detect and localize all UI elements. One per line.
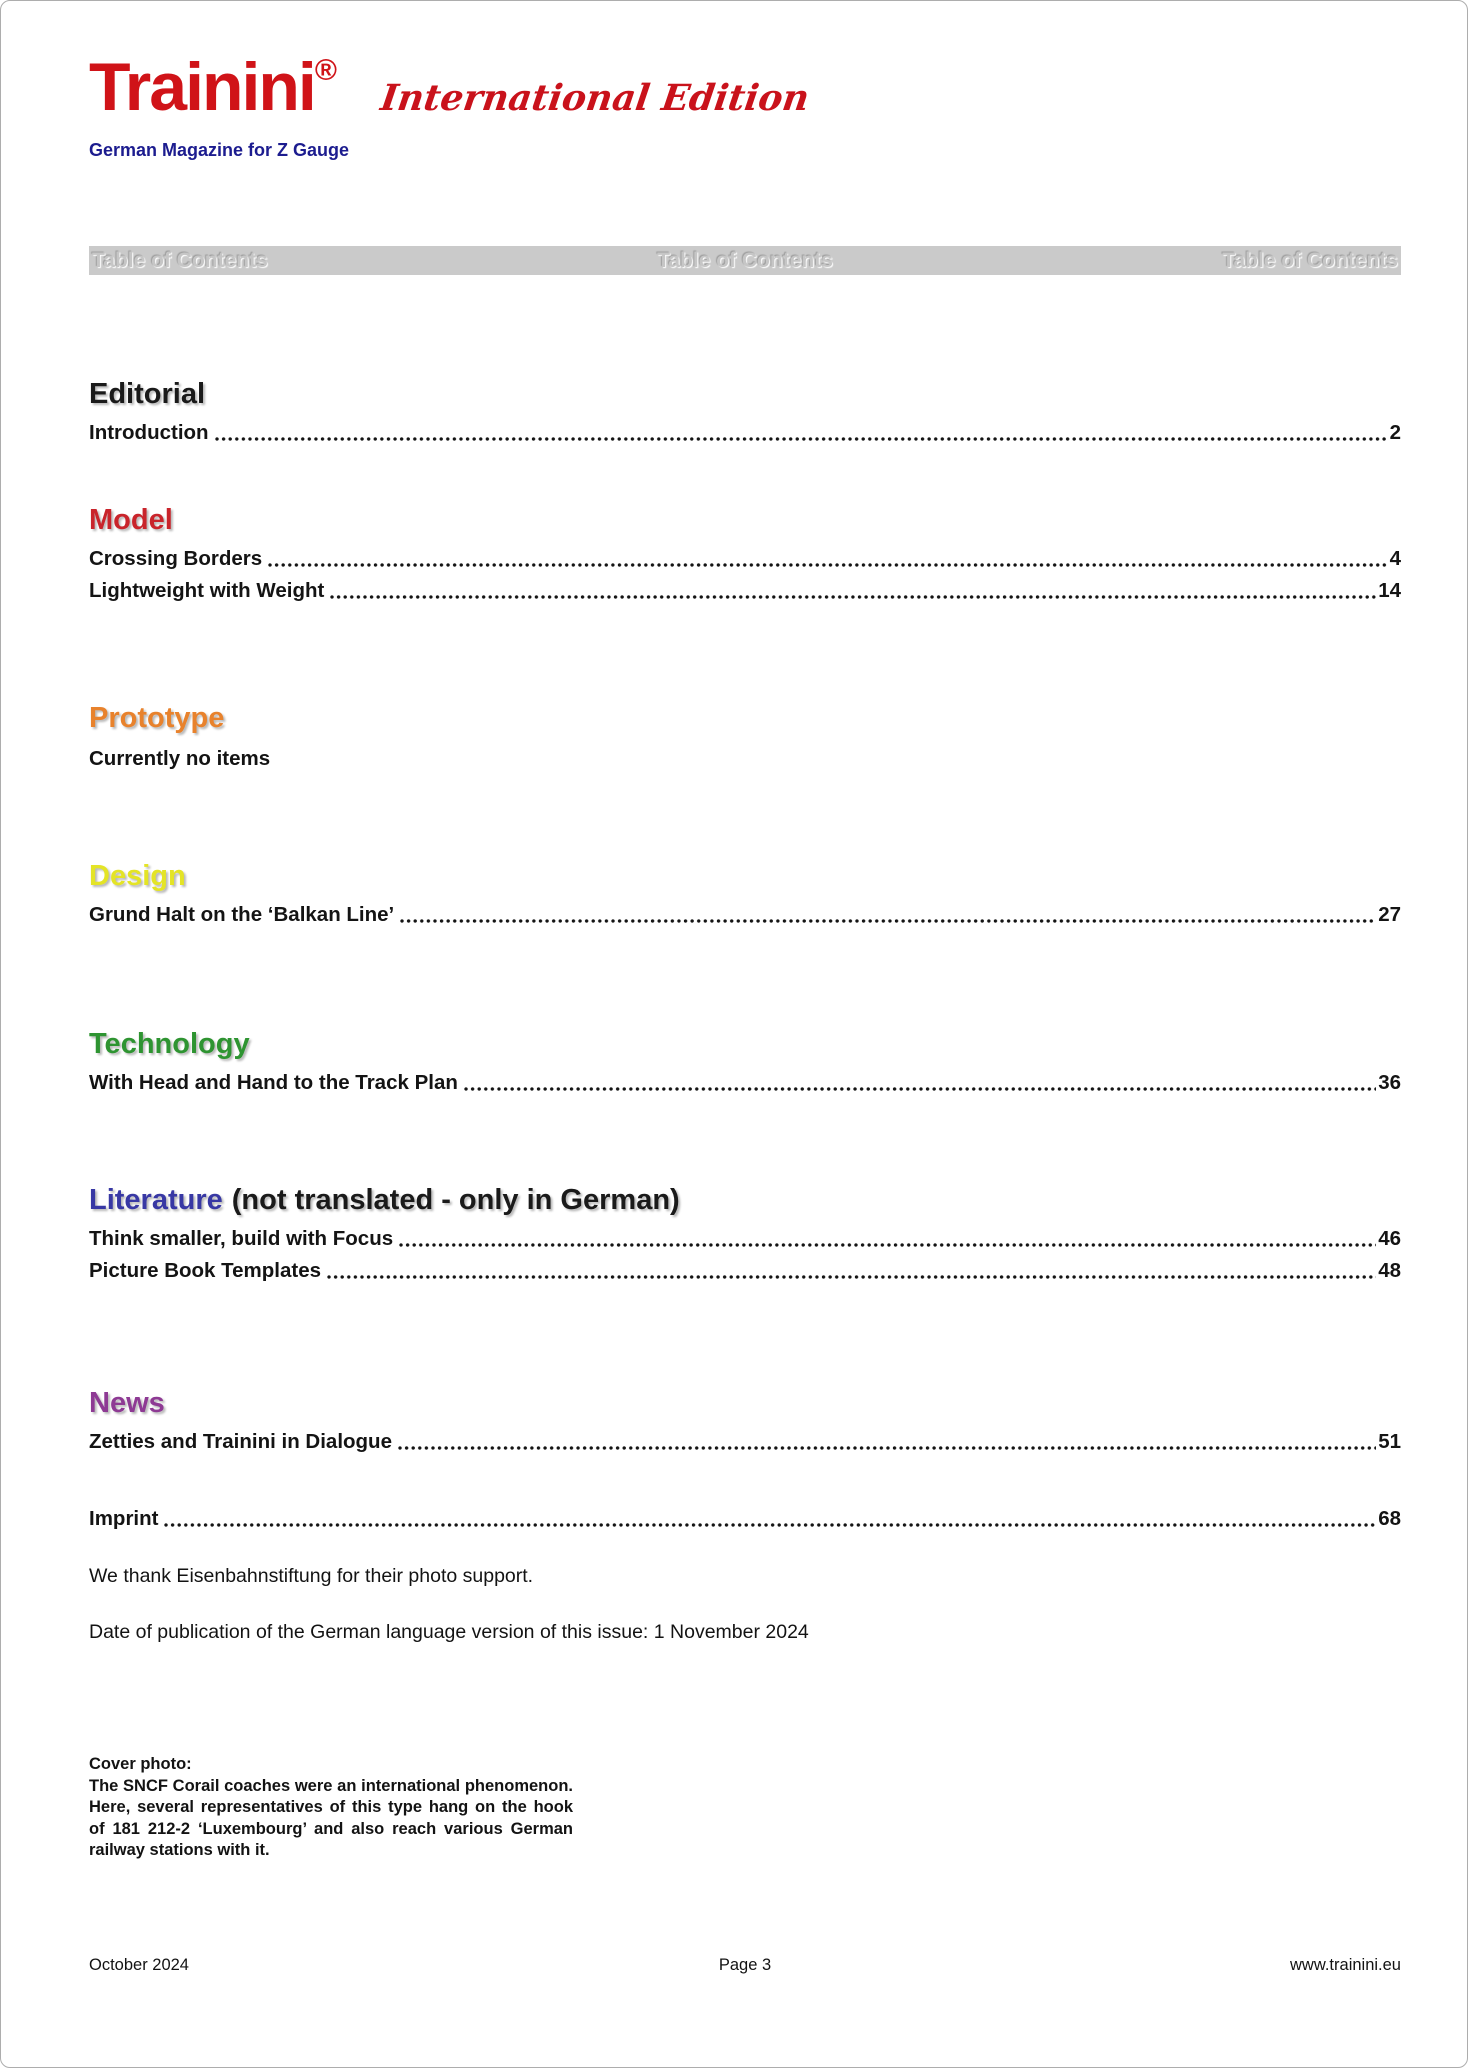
toc-entry[interactable] bbox=[89, 575, 1401, 607]
toc-entry-page: 68 bbox=[1378, 1507, 1401, 1530]
edition-script-text: International Edition bbox=[377, 77, 812, 119]
toc-entry-page: 48 bbox=[1378, 1259, 1401, 1282]
toc-entry[interactable] bbox=[89, 899, 1401, 931]
toc-entry-label: Think smaller, build with Focus bbox=[89, 1227, 394, 1250]
toc-entry-page: 36 bbox=[1378, 1071, 1401, 1094]
banner-label-left: Table of Contents bbox=[92, 248, 268, 272]
toc-entry-label: With Head and Hand to the Track Plan bbox=[89, 1071, 458, 1094]
logo bbox=[89, 49, 337, 125]
toc-entry[interactable] bbox=[89, 417, 1401, 449]
banner-label-right: Table of Contents bbox=[1222, 248, 1398, 272]
section-title: Design bbox=[89, 860, 186, 892]
toc-entry-page: 14 bbox=[1378, 579, 1401, 602]
dot-leader bbox=[398, 1446, 1376, 1450]
section-title: Model bbox=[89, 504, 173, 536]
publication-date-note: Date of publication of the German language version of this issue: 1 November 2024 bbox=[89, 1621, 809, 1643]
toc-entry[interactable] bbox=[89, 1255, 1401, 1287]
section-empty-note: Currently no items bbox=[89, 747, 271, 770]
toc-entry-label: Crossing Borders bbox=[89, 547, 263, 570]
dot-leader bbox=[400, 919, 1376, 923]
cover-photo-caption bbox=[89, 1754, 573, 1862]
imprint bbox=[89, 1503, 1401, 1535]
section-title: Technology bbox=[89, 1028, 250, 1060]
table-of-contents-banner bbox=[89, 246, 1401, 275]
section-prototype bbox=[89, 701, 1401, 775]
cover-photo-heading: Cover photo: bbox=[89, 1755, 192, 1773]
banner-label-center: Table of Contents bbox=[657, 248, 833, 272]
toc-entry-label: Picture Book Templates bbox=[89, 1259, 322, 1282]
toc-entry[interactable] bbox=[89, 1503, 1401, 1535]
section-title: News bbox=[89, 1387, 165, 1419]
dot-leader bbox=[464, 1087, 1376, 1091]
dot-leader bbox=[399, 1243, 1376, 1247]
cover-photo-text: The SNCF Corail coaches were an international phenomenon. Here, several representatives of this type hang on the hook of 181 212-2 ‘Luxembourg’ and also reach various German railway stations with it. bbox=[89, 1776, 573, 1859]
section-technology bbox=[89, 1027, 1401, 1099]
section-design bbox=[89, 859, 1401, 931]
section-title: Editorial bbox=[89, 378, 206, 410]
registered-trademark-icon: ® bbox=[314, 54, 337, 87]
footer-issue-date: October 2024 bbox=[89, 1956, 189, 1974]
toc-entry[interactable] bbox=[89, 1223, 1401, 1255]
section-model bbox=[89, 503, 1401, 607]
toc-entry-page: 27 bbox=[1378, 903, 1401, 926]
toc-entry-label: Introduction bbox=[89, 421, 209, 444]
toc-entry-label: Grund Halt on the ‘Balkan Line’ bbox=[89, 903, 395, 926]
section-title-row bbox=[89, 1183, 1401, 1217]
dot-leader bbox=[215, 437, 1388, 441]
section-editorial bbox=[89, 377, 1401, 449]
section-title: Prototype bbox=[89, 702, 225, 734]
toc-entry-page: 4 bbox=[1389, 547, 1401, 570]
dot-leader bbox=[268, 563, 1387, 567]
toc-entry[interactable] bbox=[89, 543, 1401, 575]
section-title: Literature bbox=[89, 1184, 223, 1216]
section-literature bbox=[89, 1183, 1401, 1287]
logo-wordmark: Trainini bbox=[89, 49, 315, 125]
toc-entry-label: Imprint bbox=[89, 1507, 159, 1530]
masthead bbox=[89, 49, 1401, 125]
footer-page-number: Page 3 bbox=[718, 1956, 772, 1974]
toc-entry-label: Zetties and Trainini in Dialogue bbox=[89, 1430, 392, 1453]
toc-entry[interactable] bbox=[89, 1067, 1401, 1099]
photo-support-note: We thank Eisenbahnstiftung for their photo support. bbox=[89, 1565, 534, 1587]
section-title-suffix: (not translated - only in German) bbox=[231, 1184, 680, 1216]
section-news bbox=[89, 1386, 1401, 1458]
page-footer bbox=[89, 1956, 1401, 1975]
magazine-tagline: German Magazine for Z Gauge bbox=[89, 140, 350, 160]
toc-entry-page: 2 bbox=[1389, 421, 1401, 444]
toc-entry-page: 46 bbox=[1378, 1227, 1401, 1250]
toc-entry-label: Lightweight with Weight bbox=[89, 579, 325, 602]
dot-leader bbox=[164, 1523, 1376, 1527]
dot-leader bbox=[327, 1275, 1376, 1279]
toc-entry-page: 51 bbox=[1378, 1430, 1401, 1453]
dot-leader bbox=[330, 595, 1376, 599]
footer-website-link[interactable]: www.trainini.eu bbox=[1290, 1956, 1401, 1974]
toc-entry[interactable] bbox=[89, 1426, 1401, 1458]
